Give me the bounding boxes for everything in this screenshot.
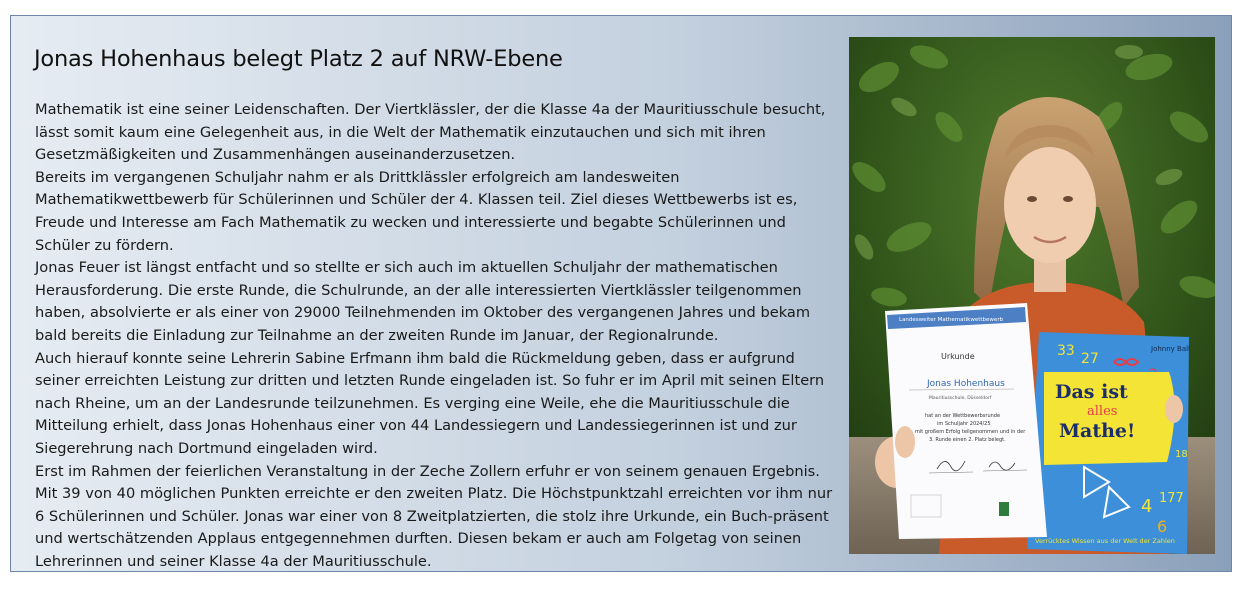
article-body	[35, 99, 841, 572]
paragraph-5: Erst im Rahmen der feierlichen Veranstaltung in der Zeche Zollern erfuhr er von seinem genauen Ergebnis. Mit 39 von 40 möglichen Punkten erreichte er den zweiten Platz. Die Höchstpunktzahl erreichten vor ihm nur 6 Schülerinnen und Schüler. Jonas war einer von 8 Zweitplatzierten, die stolz ihre Urkunde, ein Buch-präsent und wertschätzenden Applaus entgegennehmen durften. Diesen bekam er auch am Folgetag von seinen Lehrerinnen und seiner Klasse 4a der Mauritiusschule.	[35, 462, 833, 570]
book-title-line3: Mathe!	[1059, 420, 1136, 442]
state-emblem-icon	[999, 502, 1009, 516]
book-number-7: 6	[1157, 517, 1168, 536]
face	[1004, 147, 1096, 263]
photo-illustration	[849, 37, 1215, 554]
book-number-5: 4	[1141, 496, 1153, 517]
paragraph-4: Auch hierauf konnte seine Lehrerin Sabine Erfmann ihm bald die Rückmeldung geben, dass er aufgrund seiner erreichten Leistung zur dritten und letzten Runde eingeladen ist. So fuhr er im April mit seinen Eltern nach Rheine, um an der Landesrunde teilzunehmen. Es verging eine Weile, ehe die Mauritiusschule die Mitteilung erhielt, dass Jonas Hohenhaus einer von 44 Landessiegern und Landessiegerinnen ist und zur Siegerehrung nach Dortmund eingeladen wird.	[35, 349, 825, 457]
certificate-name: Jonas Hohenhaus	[927, 379, 1005, 389]
certificate-header: Landesweiter Mathematikwettbewerb	[899, 317, 1004, 323]
paragraph-2: Bereits im vergangenen Schuljahr nahm er als Drittklässler erfolgreich am landesweiten Mathematikwettbewerb für Schülerinnen und Schüler der 4. Klassen teil. Ziel dieses Wettbewerbs ist es, Freude und Interesse am Fach Mathematik zu wecken und interessierte und begabte Schülerinnen und Schüler zu fördern.	[35, 168, 798, 254]
book-number-4: 18	[1175, 449, 1188, 460]
book-subtitle: Verrücktes Wissen aus der Welt der Zahlen	[1035, 537, 1175, 545]
certificate-line4: 3. Runde einen 2. Platz belegt.	[929, 437, 1006, 443]
book-number-2: 27	[1081, 351, 1099, 367]
certificate-title: Urkunde	[941, 352, 975, 361]
paragraph-3: Jonas Feuer ist längst entfacht und so stellte er sich auch im aktuellen Schuljahr der mathematischen Herausforderung. Die erste Runde, die Schulrunde, an der alle interessierten Viertklässler teilgenommen haben, absolvierte er als einer von 29000 Teilnehmenden im Oktober des vergangenen Jahres und bekam bald bereits die Einladung zur Teilnahme an der zweiten Runde im Januar, der Regionalrunde.	[35, 259, 811, 344]
certificate	[885, 303, 1047, 539]
book-title-line1: Das ist	[1055, 381, 1128, 403]
article-title: Jonas Hohenhaus belegt Platz 2 auf NRW-Ebene	[34, 46, 563, 72]
certificate-school: Mauritiusschule, Düsseldorf	[929, 396, 992, 401]
book	[1027, 332, 1190, 554]
student-photo	[849, 37, 1215, 554]
paragraph-1: Mathematik ist eine seiner Leidenschaften. Der Viertklässler, der die Klasse 4a der Mauritiusschule besucht, lässt somit kaum eine Gelegenheit aus, in die Welt der Mathematik einzutauchen und sich mit ihren Gesetzmäßigkeiten und Zusammenhängen auseinanderzusetzen.	[35, 101, 826, 164]
article-card	[10, 15, 1232, 572]
certificate-line1: hat an der Wettbewerbsrunde	[925, 413, 1001, 419]
book-title-line2: alles	[1087, 404, 1118, 419]
book-author: Johnny Ball	[1151, 345, 1191, 353]
book-number-6: 177	[1159, 491, 1184, 506]
certificate-line2: im Schuljahr 2024/25	[937, 421, 991, 427]
certificate-line3: mit großem Erfolg teilgenommen und in der	[915, 429, 1026, 435]
book-number-1: 33	[1057, 343, 1075, 359]
